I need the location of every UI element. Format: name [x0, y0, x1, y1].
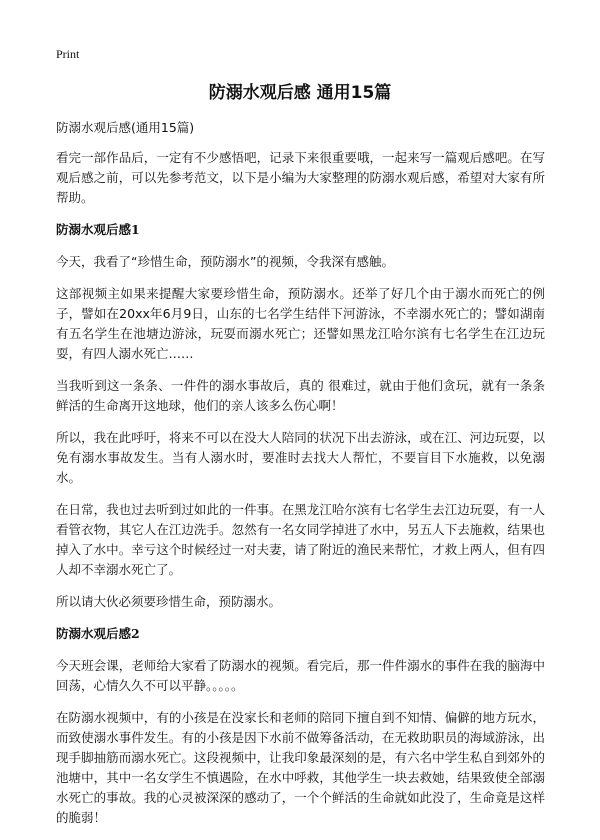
intro-paragraph: 看完一部作品后，一定有不少感悟吧，记录下来很重要哦，一起来写一篇观后感吧。在写观后感之前，可以先参考范文，以下是小编为大家整理的防溺水观后感，希望对大家有所帮助。: [56, 150, 545, 205]
print-label: Print: [56, 47, 80, 61]
paragraph: 在防溺水视频中，有的小孩是在没家长和老师的陪同下擅自到不知情、偏僻的地方玩水，而致使溺水事件发生。有的小孩是因下水前不做筹备活动，在无救助职员的海域游泳，出现手脚抽筋而溺水死亡。这段视频中，让我印象最深刻的是，有六名中学生私自到郊外的 池塘中，其中一名女学生不慎遇险，在水中呼救，其他学生一块去救她，结果致使全部溺水死亡的事故。我的心灵被深深的感动了，一个个鲜活的生命就如此没了，生命竟是这样的脆弱！: [56, 710, 545, 825]
document-title: 防溺水观后感 通用15篇: [208, 83, 392, 103]
document-body: [56, 118, 545, 840]
paragraph: 所以请大伙必须要珍惜生命，预防溺水。: [56, 594, 282, 609]
document-subtitle: 防溺水观后感(通用15篇): [56, 120, 195, 135]
section-heading: 防溺水观后感1: [56, 222, 140, 237]
paragraph: 今天班会课，老师给大家看了防溺水的视频。看完后，那一件件溺水的事件在我的脑海中回荡，心情久久不可以平静。。。。。: [56, 658, 545, 693]
paragraph: 今天，我看了“珍惜生命，预防溺水”的视频，令我深有感触。: [56, 254, 394, 269]
paragraph: 所以，我在此呼吁，将来不可以在没大人陪同的状况下出去游泳，或在江、河边玩耍，以免有溺水事故发生。当有人溺水时，要准时去找大人帮忙，不要盲目下水施救，以免溺水。: [56, 430, 545, 485]
section-heading: 防溺水观后感2: [56, 626, 140, 641]
paragraph: 这部视频主如果来提醒大家要珍惜生命，预防溺水。还举了好几个由于溺水而死亡的例子，譬如在20xx年6月9日，山东的七名学生结伴下河游泳，不幸溺水死亡的；譬如湖南有五名学生在池塘边游泳，玩耍而溺水死亡；还譬如黑龙江哈尔滨有七名学生在江边玩耍，有四人溺水死亡……: [56, 286, 545, 361]
paragraph: 在日常，我也过去听到过如此的一件事。在黑龙江哈尔滨有七名学生去江边玩耍，有一人看管衣物，其它人在江边洗手。忽然有一名女同学掉进了水中，另五人下去施救，结果也掉入了水中。幸亏这个时候经过一对夫妻，请了附近的渔民来帮忙，才救上两人，但有四人却不幸溺水死亡了。: [56, 502, 545, 577]
paragraph: 当我听到这一条条、一件件的溺水事故后，真的 很难过，就由于他们贪玩，就有一条条鲜活的生命离开这地球，他们的亲人该多么伤心啊！: [56, 378, 545, 413]
